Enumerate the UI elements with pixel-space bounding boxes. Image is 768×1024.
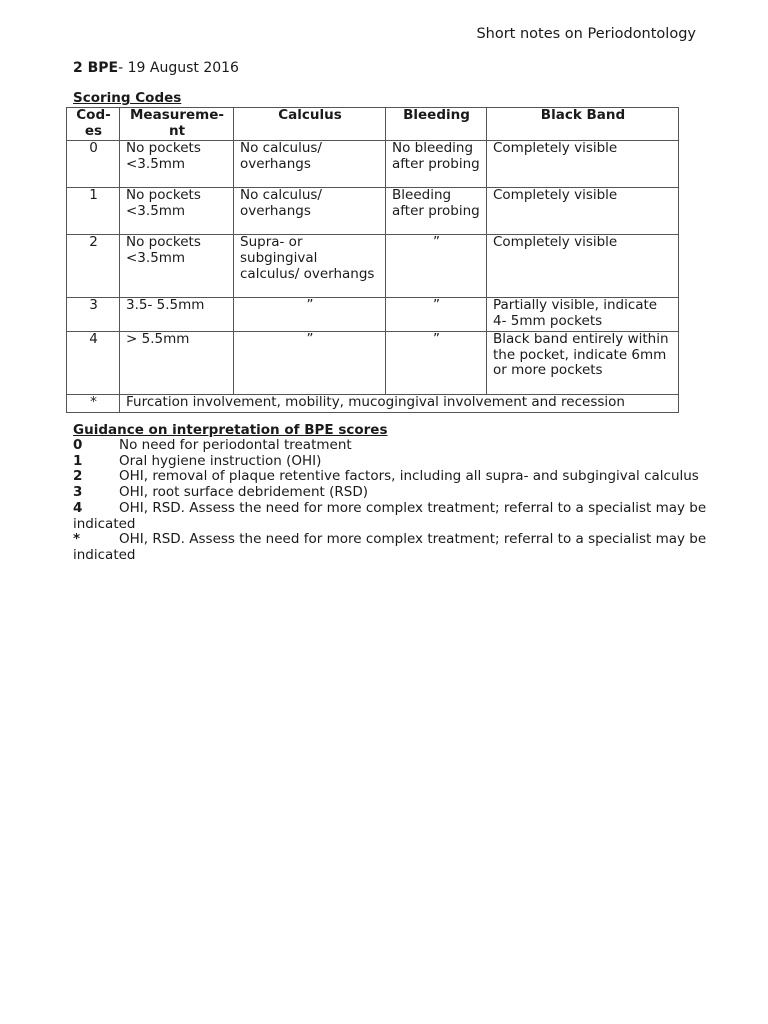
table-header-row (67, 108, 679, 141)
document-title-code: 2 BPE (73, 60, 119, 76)
cell-bleeding: ” (386, 331, 487, 394)
guidance-code: 4 (73, 499, 83, 516)
list-item (73, 454, 723, 470)
guidance-code: * (73, 531, 81, 548)
guidance-code: 2 (73, 468, 83, 485)
table-row (67, 188, 679, 235)
guidance-text: OHI, root surface debridement (RSD) (119, 484, 368, 501)
guidance-heading: Guidance on interpretation of BPE scores (73, 422, 388, 438)
column-header-measurement: Measurement (120, 108, 234, 141)
guidance-text: No need for periodontal treatment (119, 437, 352, 453)
cell-measurement: 3.5- 5.5mm (120, 298, 234, 331)
cell-star-description: Furcation involvement, mobility, mucogingival involvement and recession (120, 394, 679, 412)
table-row (67, 141, 679, 188)
cell-black-band: Completely visible (487, 235, 679, 298)
table-row-star (67, 394, 679, 412)
cell-code-star: * (67, 394, 120, 412)
cell-black-band: Black band entirely within the pocket, indicate 6mm or more pockets (487, 331, 679, 394)
cell-bleeding: ” (386, 235, 487, 298)
column-header-calculus: Calculus (234, 108, 386, 141)
scoring-codes-table (66, 107, 679, 413)
guidance-text: OHI, RSD. Assess the need for more complex treatment; referral to a specialist may be indicated (73, 499, 707, 532)
guidance-code: 0 (73, 437, 83, 453)
column-header-black-band: Black Band (487, 108, 679, 141)
scoring-codes-heading: Scoring Codes (73, 90, 182, 106)
cell-bleeding: No bleeding after probing (386, 141, 487, 188)
document-title-date: - 19 August 2016 (118, 60, 239, 76)
page-header-title: Short notes on Periodontology (476, 26, 696, 42)
guidance-list (73, 438, 723, 564)
cell-calculus: ” (234, 331, 386, 394)
column-header-codes: Codes (67, 108, 120, 141)
cell-code: 0 (67, 141, 120, 188)
cell-measurement: > 5.5mm (120, 331, 234, 394)
document-title (73, 60, 239, 77)
guidance-code: 3 (73, 484, 83, 501)
guidance-text: OHI, RSD. Assess the need for more complex treatment; referral to a specialist may be indicated (73, 531, 707, 563)
cell-measurement: No pockets <3.5mm (120, 141, 234, 188)
cell-black-band: Completely visible (487, 141, 679, 188)
cell-code: 2 (67, 235, 120, 298)
cell-code: 1 (67, 188, 120, 235)
list-item (73, 438, 723, 454)
list-item (73, 485, 723, 501)
cell-code: 4 (67, 331, 120, 394)
cell-calculus: No calculus/ overhangs (234, 188, 386, 235)
list-item (73, 501, 723, 532)
cell-bleeding: Bleeding after probing (386, 188, 487, 235)
list-item (73, 469, 723, 485)
guidance-text: Oral hygiene instruction (OHI) (119, 452, 322, 469)
guidance-text: OHI, removal of plaque retentive factors, including all supra- and subgingival calculus (119, 468, 699, 485)
cell-measurement: No pockets <3.5mm (120, 235, 234, 298)
list-item (73, 532, 723, 563)
table-row (67, 235, 679, 298)
cell-calculus: ” (234, 298, 386, 331)
cell-calculus: No calculus/ overhangs (234, 141, 386, 188)
table-row (67, 331, 679, 394)
cell-black-band: Completely visible (487, 188, 679, 235)
cell-black-band: Partially visible, indicate 4- 5mm pockets (487, 298, 679, 331)
table-row (67, 298, 679, 331)
cell-bleeding: ” (386, 298, 487, 331)
column-header-bleeding: Bleeding (386, 108, 487, 141)
cell-measurement: No pockets <3.5mm (120, 188, 234, 235)
cell-code: 3 (67, 298, 120, 331)
cell-calculus: Supra- or subgingival calculus/ overhangs (234, 235, 386, 298)
guidance-code: 1 (73, 452, 83, 469)
